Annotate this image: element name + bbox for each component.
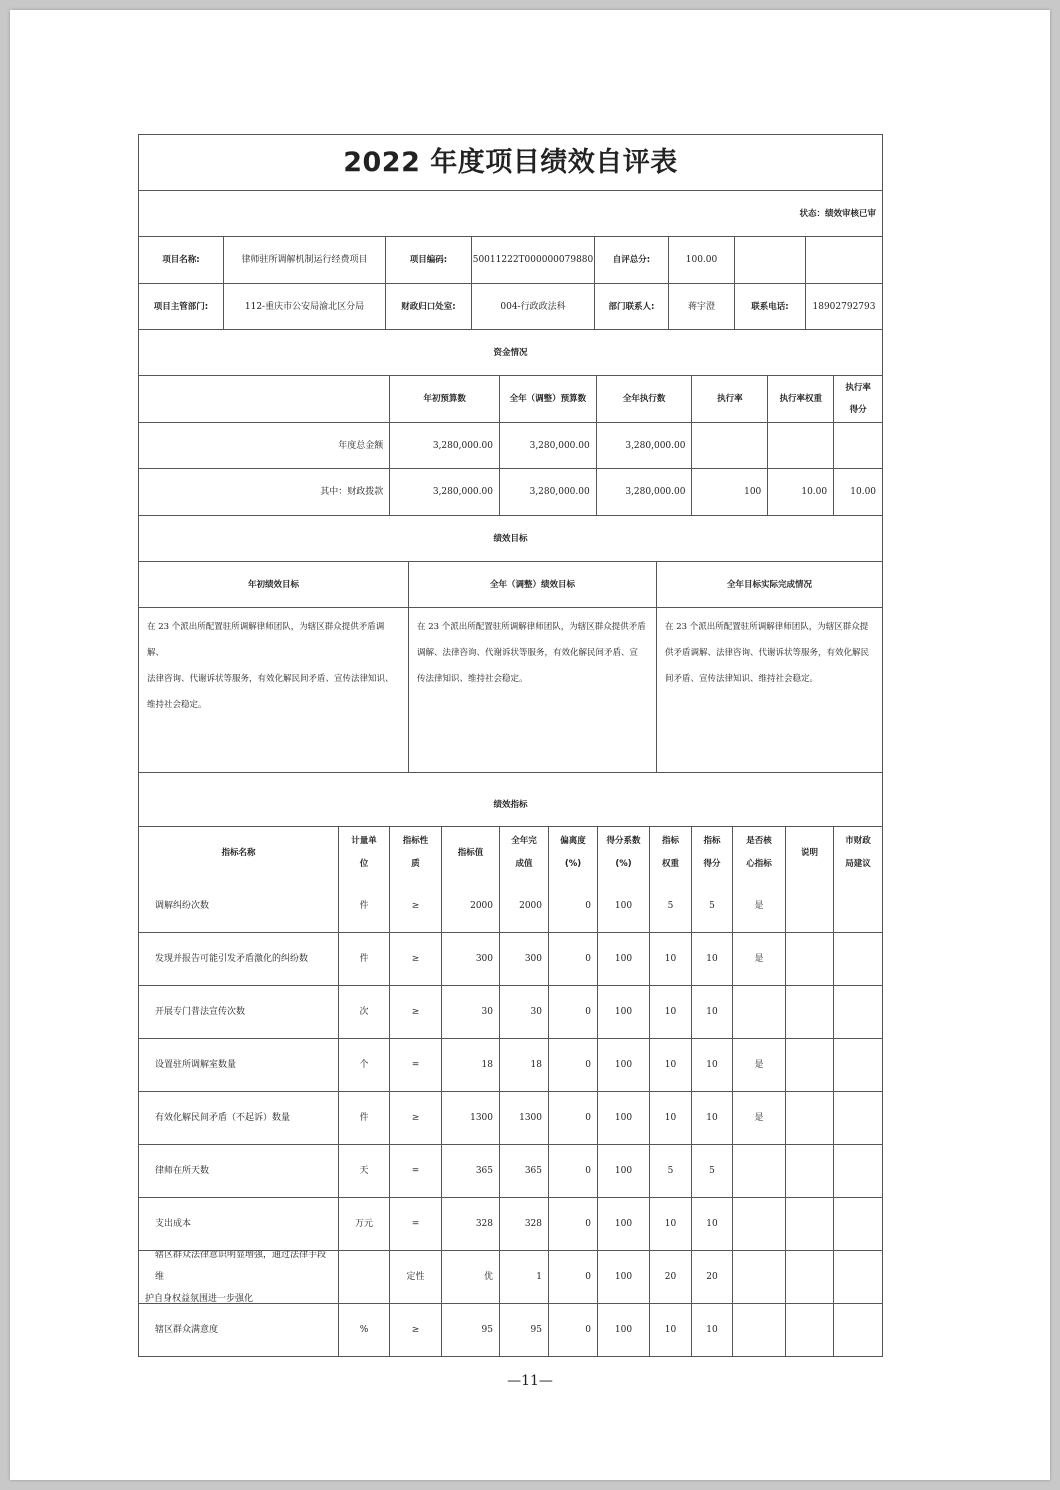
goal-text-line: 间矛盾、宣传法律知识、维持社会稳定。	[665, 674, 819, 684]
indicator-actual: 30	[499, 986, 548, 1038]
goal-header-actual: 全年目标实际完成情况	[656, 562, 882, 607]
funds-row-adjusted: 3,280,000.00	[499, 423, 596, 468]
indicator-weight: 10	[649, 986, 691, 1038]
project-code-label: 项目编码:	[385, 237, 471, 283]
indicator-name	[139, 1304, 338, 1356]
goal-text-line: 法律咨询、代谢诉状等服务，有效化解民间矛盾、宣传法律知识、	[147, 674, 394, 684]
funds-header-adjusted: 全年（调整）预算数	[499, 376, 596, 422]
indicator-advice	[833, 933, 882, 985]
indicator-weight: 10	[649, 1092, 691, 1144]
project-name-value: 律师驻所调解机制运行经费项目	[223, 237, 385, 283]
office-label: 财政归口处室:	[385, 284, 471, 329]
funds-header-score-line1: 执行率	[845, 383, 871, 393]
header-advice-line: 局建议	[845, 859, 871, 869]
header-target-line: 指标值	[457, 847, 484, 858]
empty-cell	[734, 237, 805, 283]
indicator-advice	[833, 1092, 882, 1144]
indicator-advice	[833, 1304, 882, 1356]
indicator-core	[732, 1251, 785, 1303]
funds-row-rate: 100	[691, 469, 767, 515]
indicator-nature: =	[389, 1198, 441, 1250]
goal-text-line: 调解、法律咨询、代谢诉状等服务，有效化解民间矛盾、宣	[417, 648, 639, 658]
indicator-score: 10	[691, 986, 732, 1038]
header-unit-line: 位	[359, 859, 369, 869]
indicator-actual: 328	[499, 1198, 548, 1250]
indicator-advice	[833, 879, 882, 932]
indicator-unit: 个	[338, 1039, 389, 1091]
indicator-actual: 1300	[499, 1092, 548, 1144]
indicator-note	[785, 1251, 833, 1303]
indicator-actual: 2000	[499, 879, 548, 932]
funds-header-weight: 执行率权重	[767, 376, 833, 422]
funds-row-rate	[691, 423, 767, 468]
indicator-deviation: 0	[548, 1092, 597, 1144]
indicator-name-line: 发现并报告可能引发矛盾激化的纠纷数	[155, 954, 309, 964]
indicator-value: 95	[441, 1304, 499, 1356]
indicator-deviation: 0	[548, 879, 597, 932]
indicator-name-line: 律师在所天数	[155, 1166, 210, 1176]
empty-cell	[805, 237, 882, 283]
funds-header-initial: 年初预算数	[389, 376, 499, 422]
table-row	[139, 932, 882, 985]
self-score-value: 100.00	[668, 237, 734, 283]
indicator-name-line: 辖区群众满意度	[155, 1325, 219, 1335]
indicator-coef: 100	[597, 1304, 649, 1356]
header-actual-line: 全年完	[511, 836, 537, 846]
indicator-name	[139, 986, 338, 1038]
indicator-coef: 100	[597, 1251, 649, 1303]
indicator-score: 5	[691, 1145, 732, 1197]
indicator-weight: 10	[649, 1039, 691, 1091]
indicator-advice	[833, 1198, 882, 1250]
indicator-unit: %	[338, 1304, 389, 1356]
indicator-name	[139, 1251, 338, 1303]
header-coef-line: 得分系数	[606, 836, 641, 846]
indicator-value: 2000	[441, 879, 499, 932]
header-nature	[389, 827, 441, 879]
funds-section-title: 资金情况	[493, 347, 528, 358]
indicator-actual: 95	[499, 1304, 548, 1356]
contact-value: 蒋宇澄	[668, 284, 734, 329]
indicator-unit: 万元	[338, 1198, 389, 1250]
indicator-core: 是	[732, 879, 785, 932]
goal-text-line: 在 23 个派出所配置驻所调解律师团队，为辖区群众提供矛盾调解、	[147, 622, 385, 658]
indicator-nature: ≥	[389, 1092, 441, 1144]
indicator-value: 30	[441, 986, 499, 1038]
indicators-body	[139, 879, 882, 1356]
page-title: 2022 年度项目绩效自评表	[343, 146, 678, 178]
indicators-header-row	[139, 826, 882, 879]
indicator-note	[785, 933, 833, 985]
phone-value: 18902792793	[805, 284, 882, 329]
funds-header-rate: 执行率	[691, 376, 767, 422]
goal-text-adjusted	[408, 608, 656, 772]
table-row	[139, 985, 882, 1038]
indicator-note	[785, 986, 833, 1038]
header-deviation-line: 偏离度	[560, 836, 586, 846]
funds-header-score-line2: 得分	[849, 405, 867, 415]
indicator-advice	[833, 1251, 882, 1303]
funds-row-initial: 3,280,000.00	[389, 469, 499, 515]
indicator-name-line: 护自身权益氛围进一步强化	[145, 1294, 254, 1303]
indicator-unit: 件	[338, 879, 389, 932]
header-advice-line: 市财政	[845, 836, 871, 846]
header-actual	[499, 827, 548, 879]
indicator-unit: 件	[338, 933, 389, 985]
header-core-line: 是否核	[746, 836, 772, 846]
table-row	[139, 1250, 882, 1303]
header-score	[691, 827, 732, 879]
indicator-name	[139, 1092, 338, 1144]
indicator-core: 是	[732, 1039, 785, 1091]
goal-text-line: 在 23 个派出所配置驻所调解律师团队，为辖区群众提	[665, 622, 869, 632]
funds-header-score	[833, 376, 882, 422]
header-coef	[597, 827, 649, 879]
indicator-core	[732, 1145, 785, 1197]
table-row	[139, 879, 882, 932]
indicator-unit: 次	[338, 986, 389, 1038]
indicator-value: 18	[441, 1039, 499, 1091]
indicator-value: 300	[441, 933, 499, 985]
document-page	[10, 10, 1050, 1480]
indicator-core	[732, 1304, 785, 1356]
funds-row-initial: 3,280,000.00	[389, 423, 499, 468]
indicator-name	[139, 879, 338, 932]
indicator-advice	[833, 986, 882, 1038]
goal-text-line: 维持社会稳定。	[147, 700, 207, 710]
goal-text-initial	[139, 608, 408, 772]
indicator-coef: 100	[597, 879, 649, 932]
indicator-weight: 10	[649, 1304, 691, 1356]
indicator-nature: 定性	[389, 1251, 441, 1303]
table-row	[139, 1197, 882, 1250]
indicator-actual: 365	[499, 1145, 548, 1197]
goal-text-line: 传法律知识、维持社会稳定。	[417, 674, 528, 684]
table-row	[139, 1038, 882, 1091]
goal-text-actual	[656, 608, 882, 772]
indicator-name-line: 调解纠纷次数	[155, 900, 210, 911]
header-advice	[833, 827, 882, 879]
indicator-note	[785, 1092, 833, 1144]
indicator-name-line: 开展专门普法宣传次数	[155, 1007, 246, 1017]
phone-label: 联系电话:	[734, 284, 805, 329]
table-row	[139, 1091, 882, 1144]
goals-section-title: 绩效目标	[493, 533, 528, 544]
indicator-value: 365	[441, 1145, 499, 1197]
indicator-value: 1300	[441, 1092, 499, 1144]
indicator-value: 328	[441, 1198, 499, 1250]
goal-header-adjusted: 全年（调整）绩效目标	[408, 562, 656, 607]
self-score-label: 自评总分:	[594, 237, 668, 283]
indicator-score: 10	[691, 1304, 732, 1356]
indicator-deviation: 0	[548, 1039, 597, 1091]
goal-header-initial: 年初绩效目标	[247, 579, 299, 590]
indicator-coef: 100	[597, 1092, 649, 1144]
indicator-weight: 20	[649, 1251, 691, 1303]
indicator-weight: 10	[649, 1198, 691, 1250]
indicator-deviation: 0	[548, 1251, 597, 1303]
dept-value: 112-重庆市公安局渝北区分局	[223, 284, 385, 329]
indicator-coef: 100	[597, 1039, 649, 1091]
funds-row-score	[833, 423, 882, 468]
indicator-value: 优	[441, 1251, 499, 1303]
funds-row-label: 其中：财政拨款	[320, 487, 384, 497]
header-unit-line: 计量单	[351, 836, 377, 846]
indicator-actual: 18	[499, 1039, 548, 1091]
header-deviation-line: (%)	[564, 859, 582, 869]
indicator-nature: ≥	[389, 1304, 441, 1356]
indicator-name	[139, 933, 338, 985]
header-target	[441, 827, 499, 879]
header-note-line: 说明	[800, 847, 818, 858]
indicator-name	[139, 1198, 338, 1250]
dept-label: 项目主管部门:	[153, 301, 209, 312]
empty-cell	[139, 376, 389, 422]
header-core	[732, 827, 785, 879]
funds-row-score: 10.00	[833, 469, 882, 515]
indicator-core	[732, 1198, 785, 1250]
indicator-deviation: 0	[548, 986, 597, 1038]
indicator-core	[732, 986, 785, 1038]
header-deviation	[548, 827, 597, 879]
project-name-label: 项目名称:	[162, 255, 200, 265]
goal-text-line: 供矛盾调解、法律咨询、代谢诉状等服务，有效化解民	[665, 648, 870, 658]
indicator-advice	[833, 1039, 882, 1091]
indicator-deviation: 0	[548, 1198, 597, 1250]
indicator-nature: ≥	[389, 986, 441, 1038]
status-text: 状态：绩效审核已审	[799, 209, 876, 219]
indicator-nature: =	[389, 1145, 441, 1197]
header-coef-line: (%)	[615, 859, 632, 869]
header-core-line: 心指标	[746, 859, 772, 869]
indicator-advice	[833, 1145, 882, 1197]
indicator-note	[785, 1039, 833, 1091]
funds-row-weight: 10.00	[767, 469, 833, 515]
header-weight	[649, 827, 691, 879]
header-indicator-name	[139, 827, 338, 879]
indicator-weight: 5	[649, 879, 691, 932]
header-score-line: 得分	[703, 859, 721, 869]
indicator-name-line: 设置驻所调解室数量	[155, 1060, 237, 1070]
indicator-note	[785, 1145, 833, 1197]
indicator-coef: 100	[597, 986, 649, 1038]
funds-row-label: 年度总金额	[338, 440, 384, 451]
indicator-name-line: 有效化解民间矛盾（不起诉）数量	[155, 1113, 291, 1123]
indicator-score: 10	[691, 1198, 732, 1250]
header-nature-line: 质	[411, 859, 420, 869]
page-number: —11—	[507, 1373, 553, 1389]
indicator-coef: 100	[597, 933, 649, 985]
indicator-coef: 100	[597, 1198, 649, 1250]
contact-label: 部门联系人:	[594, 284, 668, 329]
indicator-core: 是	[732, 1092, 785, 1144]
funds-row-adjusted: 3,280,000.00	[499, 469, 596, 515]
indicator-coef: 100	[597, 1145, 649, 1197]
indicator-name	[139, 1039, 338, 1091]
funds-header-executed: 全年执行数	[596, 376, 692, 422]
indicator-deviation: 0	[548, 933, 597, 985]
evaluation-table	[138, 134, 883, 1357]
indicator-weight: 10	[649, 933, 691, 985]
indicator-note	[785, 1198, 833, 1250]
indicator-score: 10	[691, 933, 732, 985]
funds-row-weight	[767, 423, 833, 468]
indicator-score: 10	[691, 1039, 732, 1091]
project-code-value: 50011222T000000079880	[471, 237, 594, 283]
funds-row-executed: 3,280,000.00	[596, 469, 692, 515]
header-nature-line: 指标性	[402, 836, 429, 846]
indicator-core: 是	[732, 933, 785, 985]
indicator-score: 20	[691, 1251, 732, 1303]
table-row	[139, 1303, 882, 1356]
indicator-actual: 1	[499, 1251, 548, 1303]
indicator-name-line: 辖区群众法律意识明显增强，通过法律手段维	[155, 1251, 327, 1282]
header-unit	[338, 827, 389, 879]
indicator-name-line: 支出成本	[155, 1219, 192, 1229]
indicator-nature: =	[389, 1039, 441, 1091]
indicator-score: 5	[691, 879, 732, 932]
indicator-nature: ≥	[389, 933, 441, 985]
indicator-deviation: 0	[548, 1304, 597, 1356]
funds-row-executed: 3,280,000.00	[596, 423, 692, 468]
indicator-weight: 5	[649, 1145, 691, 1197]
header-actual-line: 成值	[515, 859, 533, 869]
indicator-unit	[338, 1251, 389, 1303]
indicator-score: 10	[691, 1092, 732, 1144]
indicator-unit: 天	[338, 1145, 389, 1197]
indicator-deviation: 0	[548, 1145, 597, 1197]
indicators-section-title: 绩效指标	[493, 800, 528, 810]
indicator-note	[785, 1304, 833, 1356]
indicator-note	[785, 879, 833, 932]
indicator-nature: ≥	[389, 879, 441, 932]
header-note	[785, 827, 833, 879]
table-row	[139, 1144, 882, 1197]
office-value: 004-行政政法科	[471, 284, 594, 329]
header-weight-line: 指标	[661, 836, 679, 846]
goal-text-line: 在 23 个派出所配置驻所调解律师团队，为辖区群众提供矛盾	[417, 622, 646, 632]
header-indicator-name-line: 指标名称	[221, 847, 256, 858]
indicator-name	[139, 1145, 338, 1197]
indicator-actual: 300	[499, 933, 548, 985]
indicator-unit: 件	[338, 1092, 389, 1144]
header-score-line: 指标	[703, 836, 721, 846]
header-weight-line: 权重	[661, 859, 679, 869]
